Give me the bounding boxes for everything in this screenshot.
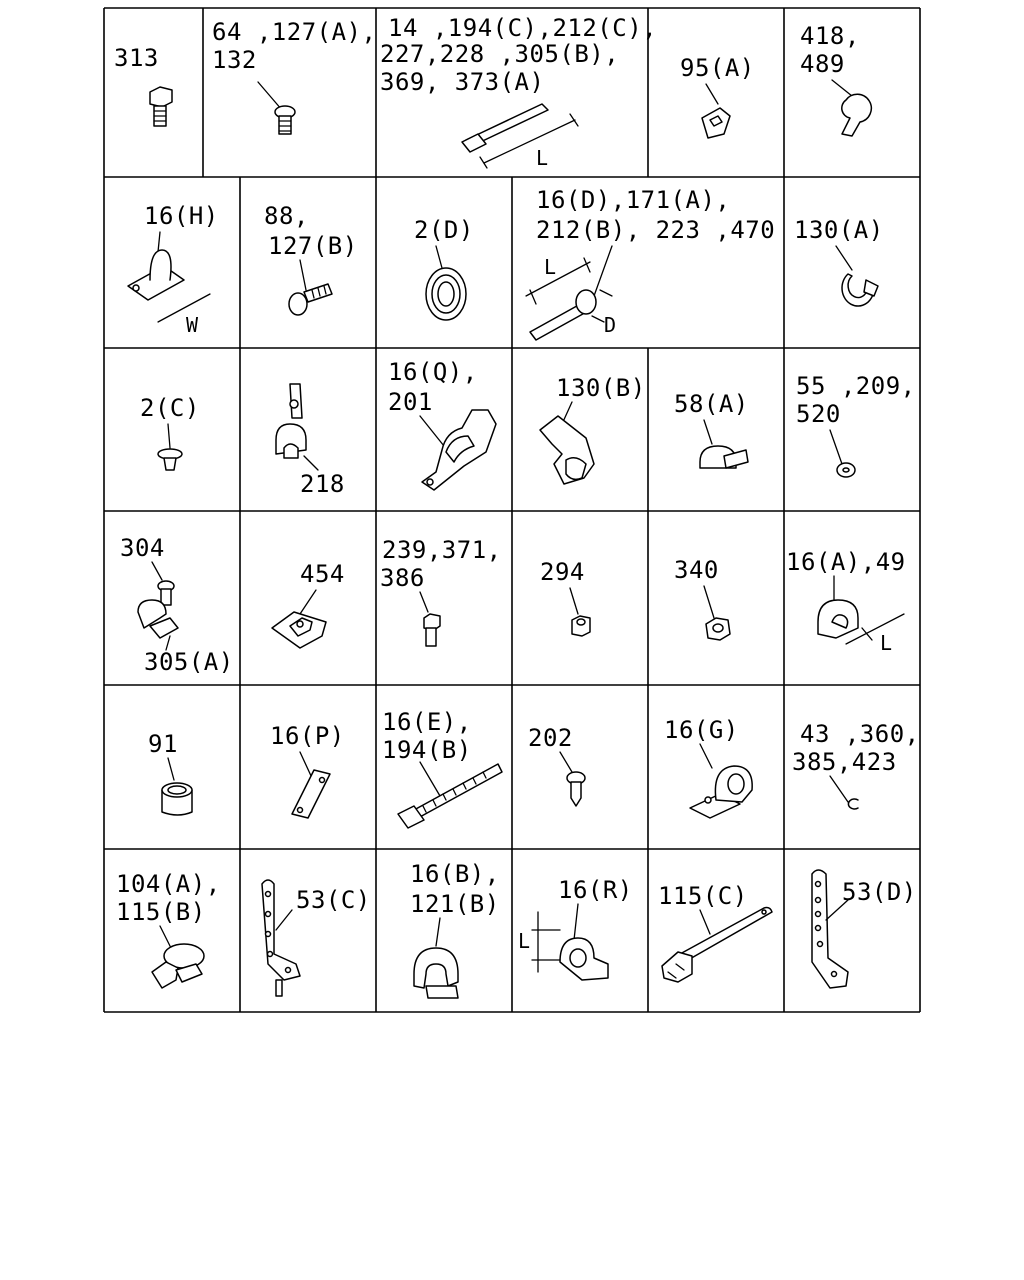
cell-16e [382,708,502,828]
cell-14 [380,14,657,170]
cell-95a [680,54,755,138]
part-label: 115(C) [658,882,748,910]
cell-340 [674,556,730,640]
part-label: 520 [796,400,841,428]
part-label: 16(A),49 [786,548,906,576]
part-label: 386 [380,564,425,592]
part-label: 121(B) [410,890,500,918]
cell-16q [388,358,496,490]
part-label: 385,423 [792,748,897,776]
part-label: 369, 373(A) [380,68,545,96]
screw-icon [258,82,295,134]
part-label: 489 [800,50,845,78]
cell-130a [794,216,884,306]
dimension-label: L [544,255,557,279]
cell-294 [540,558,590,636]
cell-16a [786,548,906,655]
cell-2d [414,216,474,320]
part-label: 91 [148,730,178,758]
bolt-icon [150,87,172,126]
cell-16p [270,722,345,818]
dimension-label: D [604,313,617,337]
clip-icon [702,84,730,138]
part-label: 88, [264,202,309,230]
screw-icon [560,752,585,806]
part-label: 201 [388,388,433,416]
part-label: 130(B) [556,374,646,402]
part-label: 16(R) [558,876,633,904]
cell-218 [276,384,345,498]
bracket-icon [420,410,496,490]
part-label: 130(A) [794,216,884,244]
p-clamp-icon [690,744,752,818]
part-label: 16(G) [664,716,739,744]
cell-16d [526,186,775,340]
cell-53d [812,870,917,988]
cell-58a [674,390,749,468]
cell-202 [528,724,585,806]
part-label: 64 ,127(A), [212,18,377,46]
cable-tie-icon [462,104,578,168]
snap-ring-icon [830,776,858,809]
cell-418 [800,22,871,136]
clamp-icon [526,246,612,340]
clamp-icon [128,232,210,322]
cell-313 [114,44,172,126]
part-label: 227,228 ,305(B), [380,40,620,68]
part-label: 305(A) [144,648,234,676]
dimension-label: L [536,146,549,170]
cell-91 [148,730,192,815]
part-label: 202 [528,724,573,752]
part-label: 14 ,194(C),212(C), [388,14,658,42]
part-label: 454 [300,560,345,588]
cell-130b [540,374,646,484]
part-label: 16(Q), [388,358,478,386]
hose-clamp-icon [836,246,878,306]
cable-tie-icon [398,762,502,828]
cell-239 [380,536,502,646]
nut-icon [704,586,730,640]
part-label: 58(A) [674,390,749,418]
bolt-icon [420,592,440,646]
clip-icon [276,384,318,470]
part-label: 115(B) [116,898,206,926]
part-label: 55 ,209, [796,372,916,400]
part-label: 16(D),171(A), [536,186,731,214]
cell-43 [792,720,920,809]
part-label: 53(C) [296,886,371,914]
cell-16h [128,202,219,337]
bracket-icon [262,880,300,996]
nut-icon [570,588,590,636]
grommet-icon [162,758,192,815]
cell-2c [140,394,200,470]
parts-grid [104,8,920,1012]
cell-16r [518,876,633,980]
part-label: 16(B), [410,860,500,888]
part-label: 43 ,360, [800,720,920,748]
grommet-icon [426,246,466,320]
clamp-icon [532,904,608,980]
cell-64 [212,18,376,134]
p-clamp-icon [700,420,748,468]
part-label: 16(H) [144,202,219,230]
part-label: 132 [212,46,257,74]
part-label: 418, [800,22,860,50]
clamp-icon [138,600,178,650]
part-label: 294 [540,558,585,586]
bolt-icon [152,562,174,605]
clamp-icon [414,918,458,998]
hose-clamp-icon [152,926,204,988]
part-label: 313 [114,44,159,72]
push-clip-icon [158,424,182,470]
dimension-label: L [518,929,531,953]
part-label: 2(C) [140,394,200,422]
cell-104 [116,870,221,988]
cell-16g [664,716,752,818]
cell-304 [120,534,234,676]
cell-53c [262,880,371,996]
part-label: 53(D) [842,878,917,906]
part-label: 2(D) [414,216,474,244]
cable-tie-icon [662,908,772,983]
washer-icon [830,430,855,477]
strap-bracket-icon [292,752,330,818]
cell-55 [796,372,916,477]
part-label: 194(B) [382,736,472,764]
part-label: 239,371, [382,536,502,564]
cell-454 [272,560,345,648]
cell-88 [264,202,358,315]
part-label: 212(B), 223 ,470 [536,216,776,244]
part-label: 16(E), [382,708,472,736]
part-label: 104(A), [116,870,221,898]
part-label: 218 [300,470,345,498]
part-label: 304 [120,534,165,562]
p-clamp-icon [832,80,871,136]
part-label: 340 [674,556,719,584]
part-label: 16(P) [270,722,345,750]
nut-clip-icon [272,590,326,648]
dimension-label: L [880,631,893,655]
dimension-label: W [186,313,199,337]
cell-115c [658,882,772,982]
cell-16b [410,860,500,998]
part-label: 95(A) [680,54,755,82]
part-label: 127(B) [268,232,358,260]
hose-clamp-icon [540,402,594,484]
bolt-icon [289,260,332,315]
